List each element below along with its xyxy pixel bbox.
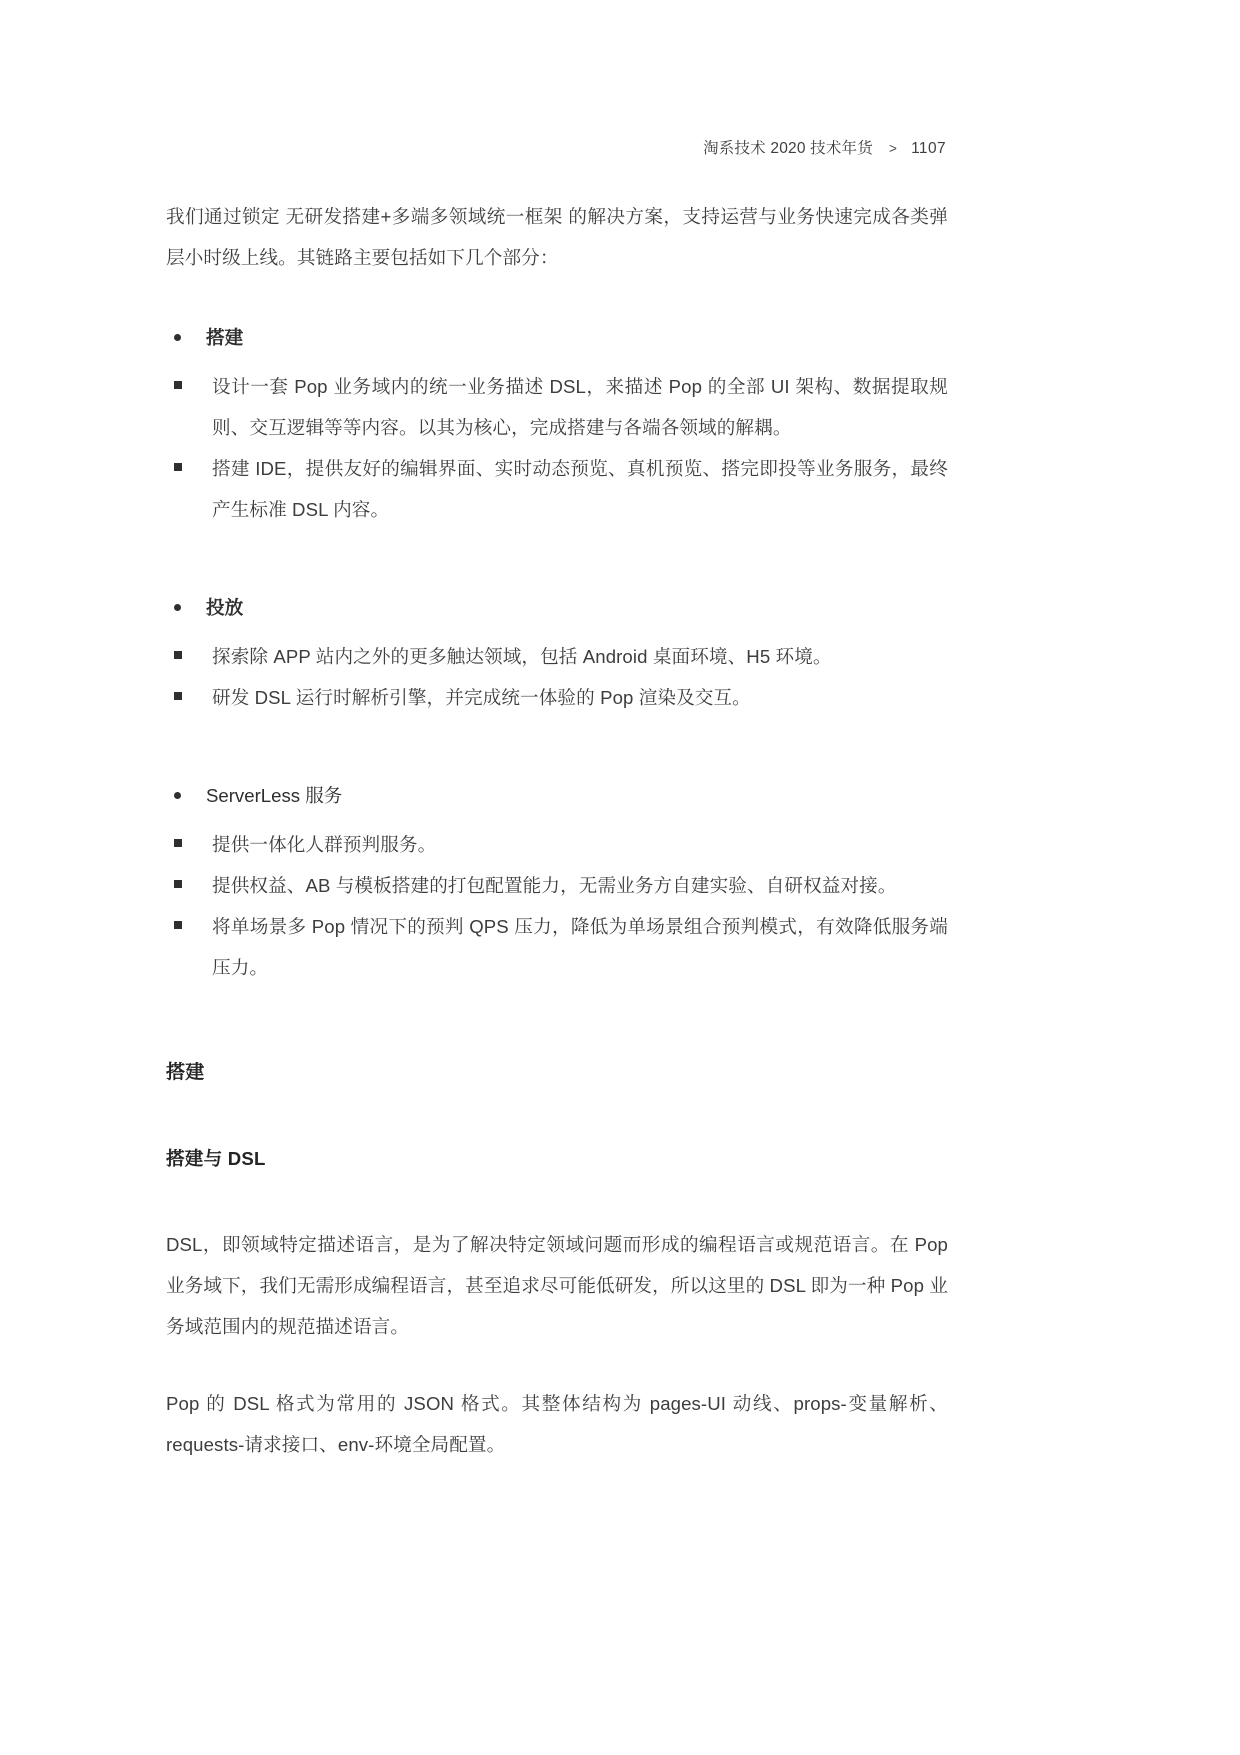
list-item bbox=[166, 366, 948, 448]
paragraph-dsl-json-format: Pop 的 DSL 格式为常用的 JSON 格式。其整体结构为 pages-UI 动线、props-变量解析、requests-请求接口、env-环境全局配置。 bbox=[166, 1393, 948, 1455]
sub-bullet-list-delivery bbox=[166, 636, 948, 718]
spacer bbox=[166, 718, 948, 780]
spacer bbox=[166, 812, 948, 824]
sub-bullet-text: 提供一体化人群预判服务。 bbox=[212, 834, 437, 855]
bullet-square-icon bbox=[174, 921, 182, 929]
bullet-square-icon bbox=[174, 651, 182, 659]
running-header bbox=[166, 136, 946, 158]
sub-bullet-text: 设计一套 Pop 业务域内的统一业务描述 DSL，来描述 Pop 的全部 UI 架构、数据提取规则、交互逻辑等等内容。以其为核心，完成搭建与各端各领域的解耦。 bbox=[212, 376, 948, 438]
list-item bbox=[166, 865, 948, 906]
bullet-square-icon bbox=[174, 692, 182, 700]
intro-paragraph: 我们通过锁定 无研发搭建+多端多领域统一框架 的解决方案，支持运营与业务快速完成各类弹层小时级上线。其链路主要包括如下几个部分： bbox=[166, 206, 948, 268]
paragraph-dsl-definition: DSL，即领域特定描述语言，是为了解决特定领域问题而形成的编程语言或规范语言。在 Pop 业务域下，我们无需形成编程语言，甚至追求尽可能低研发，所以这里的 DSL 即为一种 Pop 业务域范围内的规范描述语言。 bbox=[166, 1234, 948, 1337]
bullet-square-icon bbox=[174, 839, 182, 847]
spacer bbox=[166, 988, 948, 1058]
sub-bullet-list-serverless bbox=[166, 824, 948, 988]
spacer bbox=[166, 624, 948, 636]
list-item bbox=[166, 677, 948, 718]
spacer bbox=[166, 1174, 948, 1224]
sub-bullet-text: 研发 DSL 运行时解析引擎，并完成统一体验的 Pop 渲染及交互。 bbox=[212, 687, 751, 708]
spacer bbox=[166, 530, 948, 592]
bullet-item-serverless bbox=[166, 780, 948, 812]
bullet-square-icon bbox=[174, 381, 182, 389]
feature-bullet-list bbox=[166, 322, 948, 988]
page-content bbox=[166, 196, 948, 1465]
running-header-title: 淘系技术 2020 技术年货 bbox=[703, 140, 873, 157]
list-item bbox=[166, 824, 948, 865]
sub-bullet-text: 搭建 IDE，提供友好的编辑界面、实时动态预览、真机预览、搭完即投等业务服务，最终产生标准 DSL 内容。 bbox=[212, 458, 948, 520]
bullet-disc-icon bbox=[174, 334, 181, 341]
list-item bbox=[166, 448, 948, 530]
spacer bbox=[166, 278, 948, 322]
sub-bullet-text: 探索除 APP 站内之外的更多触达领域，包括 Android 桌面环境、H5 环境。 bbox=[212, 646, 832, 667]
bullet-item-delivery bbox=[166, 592, 948, 624]
bullet-disc-icon bbox=[174, 604, 181, 611]
spacer bbox=[166, 1088, 948, 1144]
list-item bbox=[166, 906, 948, 988]
bullet-item-build bbox=[166, 322, 948, 354]
spacer bbox=[166, 1347, 948, 1383]
page-number: 1107 bbox=[911, 140, 946, 157]
list-item bbox=[166, 636, 948, 677]
sub-bullet-text: 提供权益、AB 与模板搭建的打包配置能力，无需业务方自建实验、自研权益对接。 bbox=[212, 875, 897, 896]
bullet-label: ServerLess 服务 bbox=[206, 785, 343, 806]
bullet-label: 投放 bbox=[206, 597, 244, 618]
subsection-heading: 搭建与 DSL bbox=[166, 1148, 266, 1169]
bullet-square-icon bbox=[174, 880, 182, 888]
section-heading: 搭建 bbox=[166, 1062, 205, 1083]
sub-bullet-text: 将单场景多 Pop 情况下的预判 QPS 压力，降低为单场景组合预判模式，有效降低服务端压力。 bbox=[212, 916, 948, 978]
spacer bbox=[166, 354, 948, 366]
bullet-square-icon bbox=[174, 463, 182, 471]
bullet-label: 搭建 bbox=[206, 327, 244, 348]
running-header-separator-icon: > bbox=[888, 141, 898, 156]
bullet-disc-icon bbox=[174, 792, 181, 799]
sub-bullet-list-build bbox=[166, 366, 948, 530]
